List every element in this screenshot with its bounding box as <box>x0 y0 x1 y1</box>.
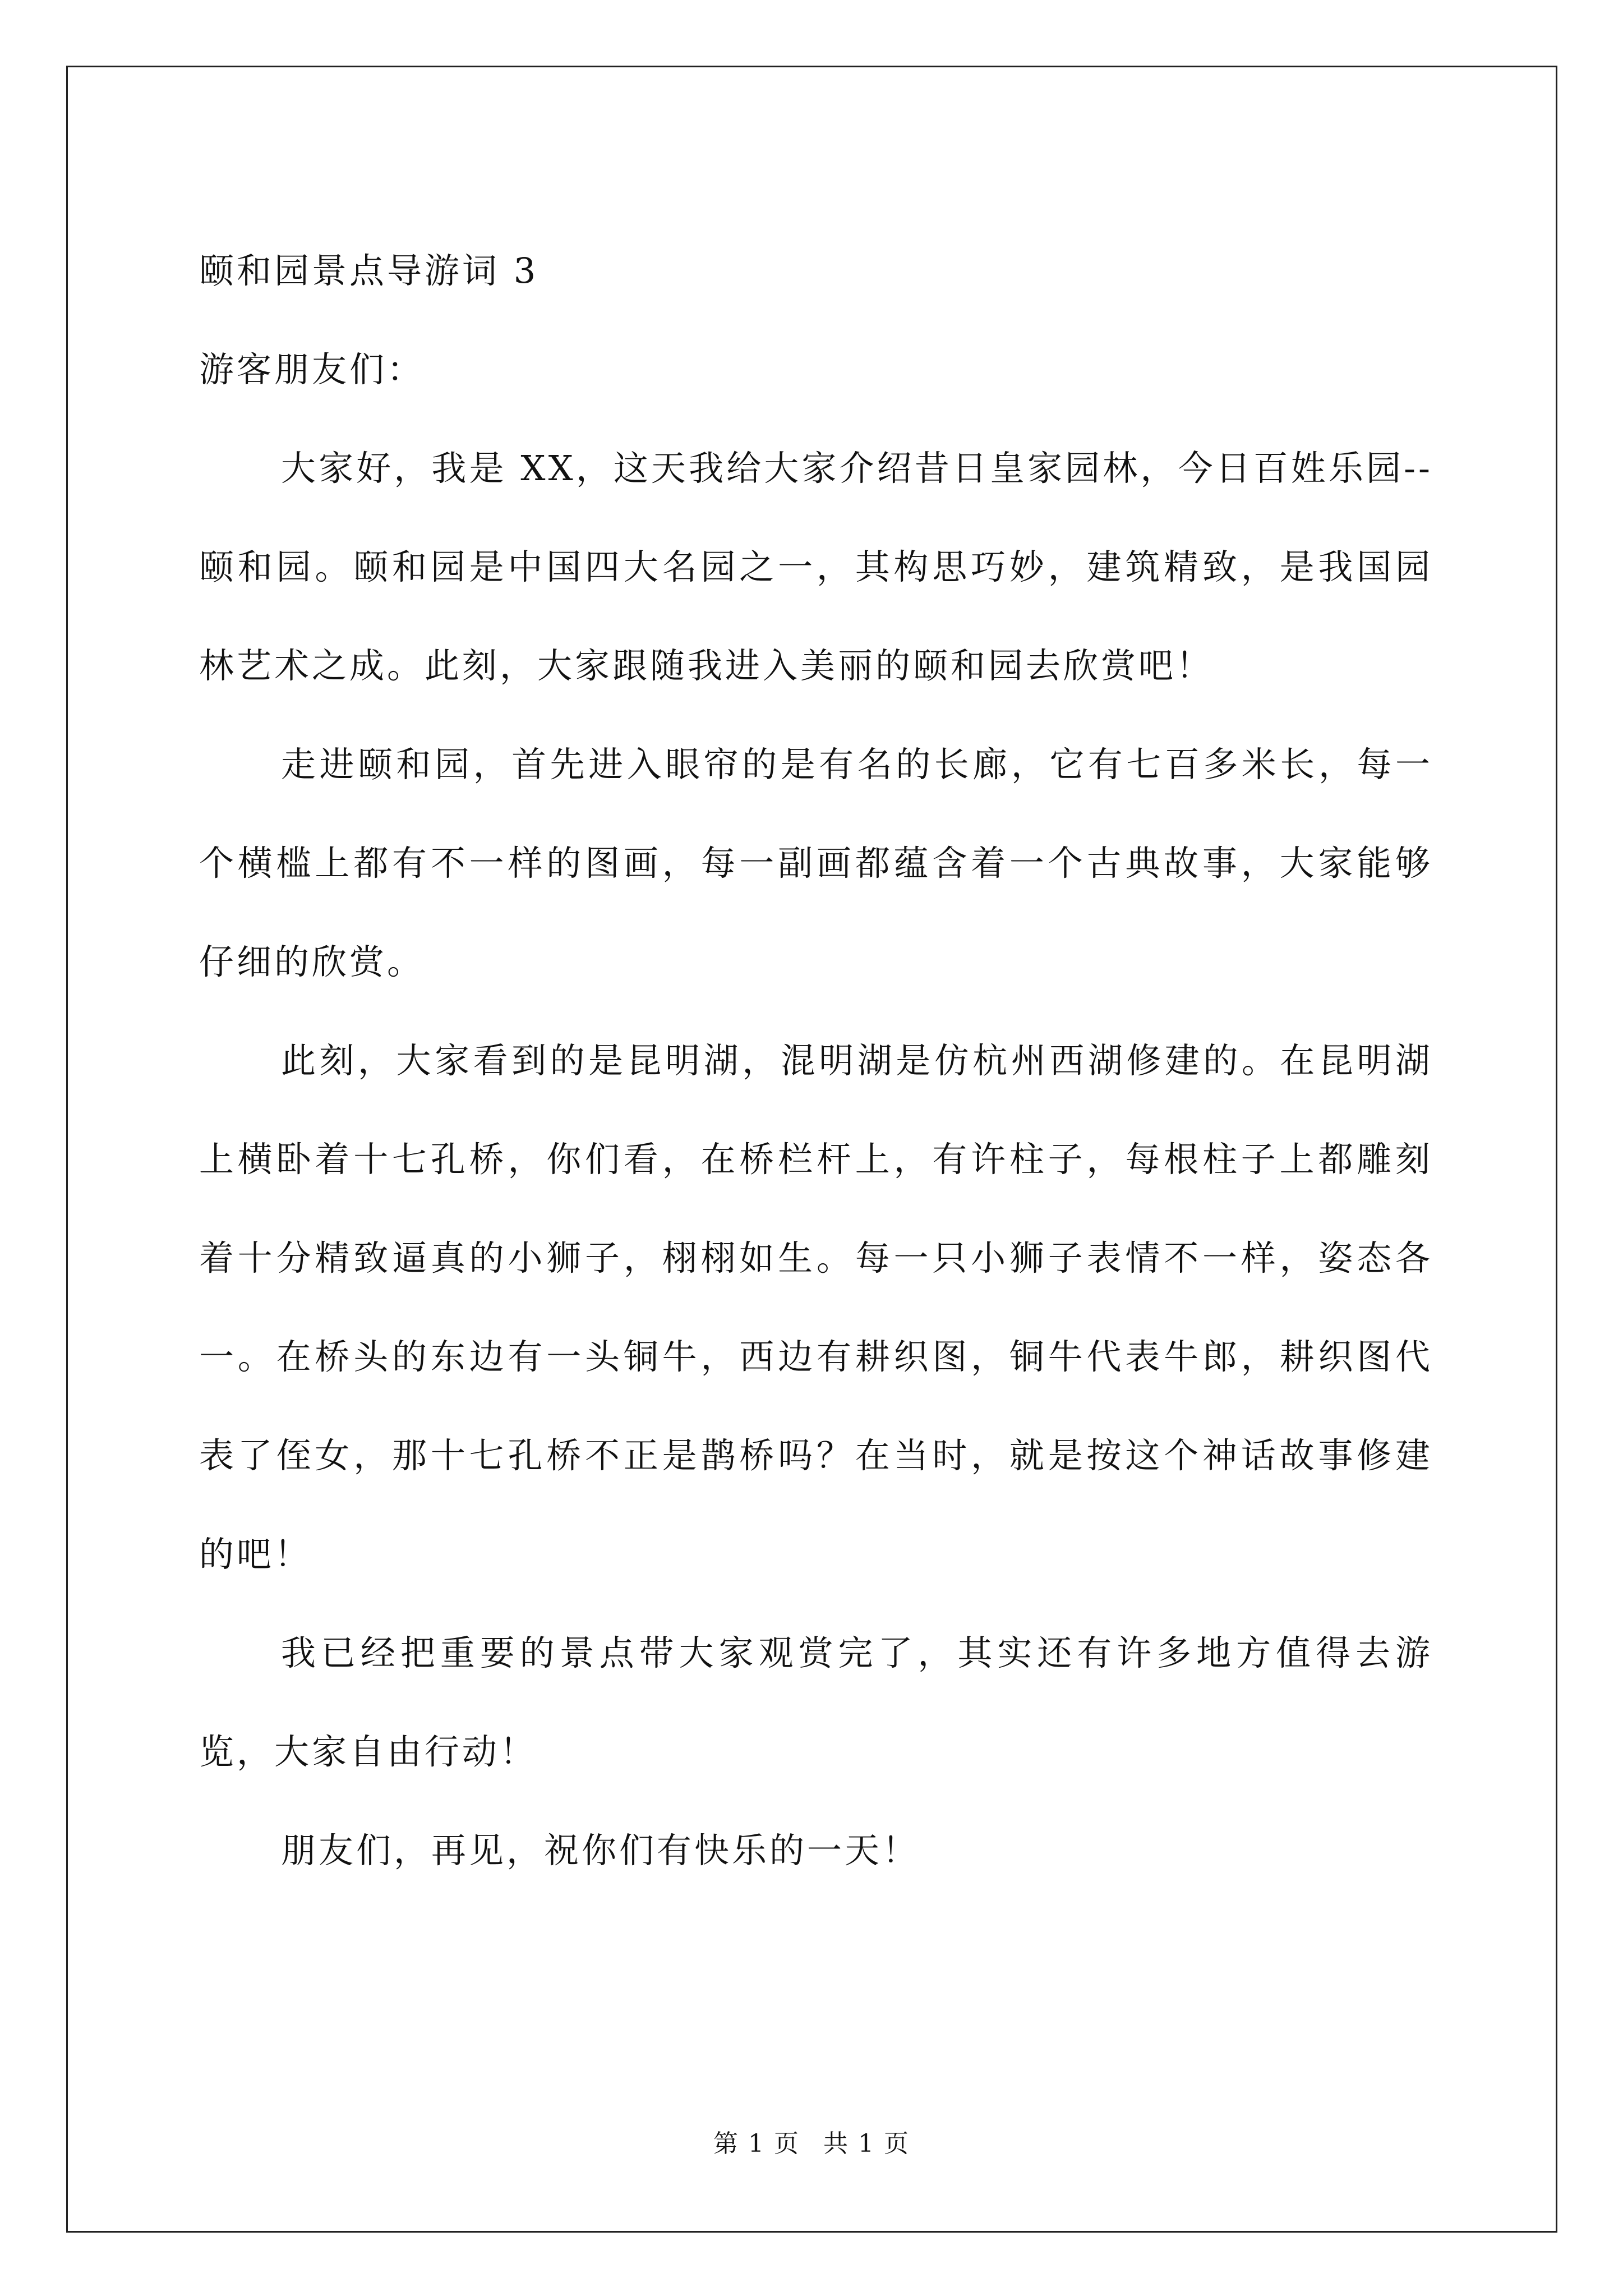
document-body <box>199 222 1433 1900</box>
greeting-line: 游客朋友们： <box>199 349 425 390</box>
document-title: 颐和园景点导游词 3 <box>199 250 539 291</box>
page-footer <box>0 2123 1623 2159</box>
page-total: 共 1 页 <box>823 2129 910 2158</box>
closing-line: 朋友们，再见，祝你们有快乐的一天！ <box>281 1830 920 1871</box>
paragraph-free-time: 我已经把重要的景点带大家观赏完了，其实还有许多地方值得去游览，大家自由行动！ <box>199 1632 1433 1772</box>
page-number: 第 1 页 <box>713 2129 800 2158</box>
paragraph-long-corridor: 走进颐和园，首先进入眼帘的是有名的长廊，它有七百多米长，每一个横槛上都有不一样的图画，每一副画都蕴含着一个古典故事，大家能够仔细的欣赏。 <box>199 744 1433 982</box>
paragraph-intro: 大家好，我是 XX，这天我给大家介绍昔日皇家园林，今日百姓乐园--颐和园。颐和园是中国四大名园之一，其构思巧妙，建筑精致，是我国园林艺术之成。此刻，大家跟随我进入美丽的颐和园去欣赏吧！ <box>199 448 1433 686</box>
paragraph-kunming-lake: 此刻，大家看到的是昆明湖，混明湖是仿杭州西湖修建的。在昆明湖上横卧着十七孔桥，你们看，在桥栏杆上，有许柱子，每根柱子上都雕刻着十分精致逼真的小狮子，栩栩如生。每一只小狮子表情不一样，姿态各一。在桥头的东边有一头铜牛，西边有耕织图，铜牛代表牛郎，耕织图代表了侄女，那十七孔桥不正是鹊桥吗？在当时，就是按这个神话故事修建的吧！ <box>199 1040 1433 1575</box>
